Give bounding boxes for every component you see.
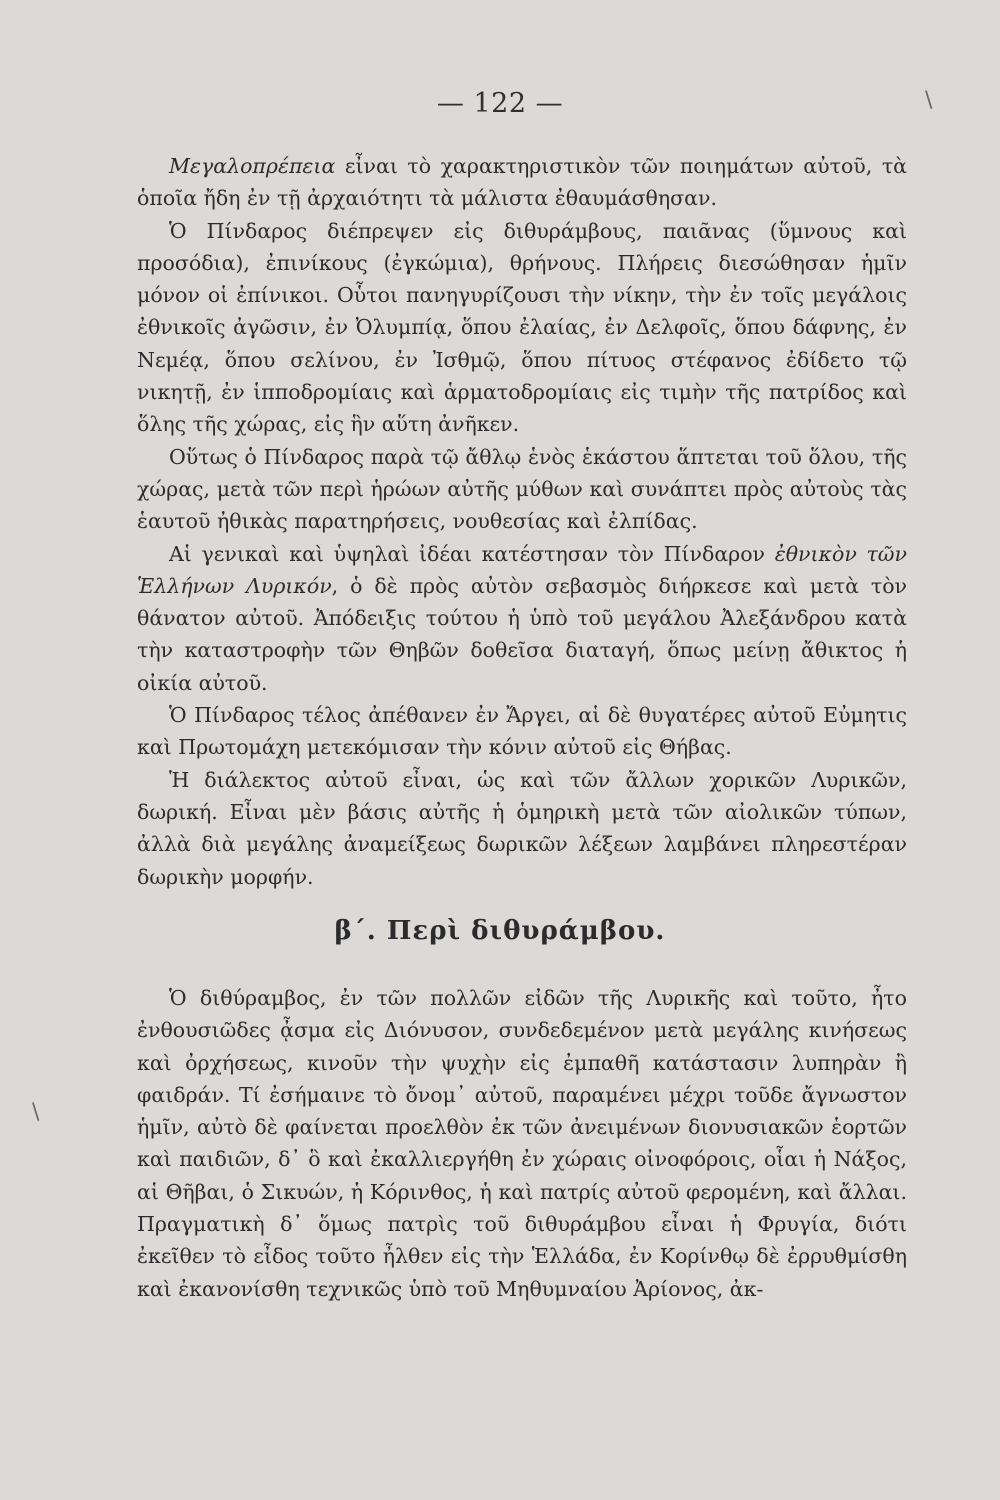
paragraph-3: Οὕτως ὁ Πίνδαρος παρὰ τῷ ἄθλῳ ἑνὸς ἑκάστου ἅπτεται τοῦ ὅλου, τῆς χώρας, μετὰ τῶν περὶ ἡρώων αὐτῆς μύθων καὶ συνάπτει πρὸς αὐτοὺς τὰς ἑαυτοῦ ἠθικὰς παρατηρήσεις, νουθεσίας καὶ ἐλπίδας. xyxy=(137,444,907,534)
paragraph-6: Ἡ διάλεκτος αὐτοῦ εἶναι, ὡς καὶ τῶν ἄλλων χορικῶν Λυρικῶν, δωρική. Εἶναι μὲν βάσις αὐτῆς ἡ ὁμηρικὴ μετὰ τῶν αἰολικῶν τύπων, ἀλλὰ διὰ μεγάλης ἀναμείξεως δωρικῶν λέξεων λαμβάνει πληρεστέραν δωρικὴν μορφήν. xyxy=(137,767,907,889)
paragraph-4-text-after: , ὁ δὲ πρὸς αὐτὸν σεβασμὸς διήρκεσε καὶ μετὰ τὸν θάνατον αὐτοῦ. Ἀπόδειξις τούτου ἡ ὑπὸ τοῦ μεγάλου Ἀλεξάνδρου κατὰ τὴν καταστροφὴν τῶν Θηβῶν δοθεῖσα διαταγή, ὅπως μείνῃ ἄθικτος ἡ οἰκία αὐτοῦ. xyxy=(137,573,907,695)
paragraph-2: Ὁ Πίνδαρος διέπρεψεν εἰς διθυράμβους, παιᾶνας (ὕμνους καὶ προσόδια), ἐπινίκους (ἐγκώμια), θρήνους. Πλήρεις διεσώθησαν ἡμῖν μόνον οἱ ἐπίνικοι. Οὗτοι πανηγυρίζουσι τὴν νίκην, τὴν ἐν τοῖς μεγάλοις ἐθνικοῖς ἀγῶσιν, ἐν Ὀλυμπίᾳ, ὅπου ἐλαίας, ἐν Δελφοῖς, ὅπου δάφνης, ἐν Νεμέᾳ, ὅπου σελίνου, ἐν Ἰσθμῷ, ὅπου πίτυος στέφανος ἐδίδετο τῷ νικητῇ, ἐν ἱπποδρομίαις καὶ ἁρματοδρομίαις εἰς τιμὴν τῆς πατρίδος καὶ ὅλης τῆς χώρας, εἰς ἣν αὕτη ἀνῆκεν. xyxy=(137,218,907,437)
body-text-bottom xyxy=(137,982,907,1305)
paragraph-1-italic-lead: Μεγαλοπρέπεια xyxy=(169,154,336,178)
paragraph-5: Ὁ Πίνδαρος τέλος ἀπέθανεν ἐν Ἄργει, αἱ δὲ θυγατέρες αὐτοῦ Εὐμητις καὶ Πρωτομάχη μετεκόμισαν τὴν κόνιν αὐτοῦ εἰς Θήβας. xyxy=(137,703,907,760)
paragraph-4-text-before: Αἱ γενικαὶ καὶ ὑψηλαὶ ἰδέαι κατέστησαν τὸν Πίνδαρον xyxy=(169,541,775,566)
margin-stroke-left: \ xyxy=(32,1100,40,1125)
section-heading: β΄. Περὶ διθυράμβου. xyxy=(334,916,666,946)
paragraph-1 xyxy=(137,150,907,215)
page-number: — 122 — xyxy=(436,88,564,119)
body-text-top xyxy=(137,150,907,893)
paragraph-7: Ὁ διθύραμβος, ἐν τῶν πολλῶν εἰδῶν τῆς Λυρικῆς καὶ τοῦτο, ἦτο ἐνθουσιῶδες ᾆσμα εἰς Διόνυσον, συνδεδεμένον μετὰ μεγάλης κινήσεως καὶ ὀρχήσεως, κινοῦν τὴν ψυχὴν εἰς ἐμπαθῆ κατάστασιν λυπηρὰν ἢ φαιδράν. Τί ἐσήμαινε τὸ ὄνομ᾽ αὐτοῦ, παραμένει μέχρι τοῦδε ἄγνωστον ἡμῖν, αὐτὸ δὲ φαίνεται προελθὸν ἐκ τῶν ἀνειμένων διονυσιακῶν ἑορτῶν καὶ παιδιῶν, δ᾽ ὃ καὶ ἐκαλλιεργήθη ἐν χώραις οἰνοφόροις, οἷαι ἡ Νάξος, αἱ Θῆβαι, ὁ Σικυών, ἡ Κόρινθος, ἡ καὶ πατρίς αὐτοῦ φερομένη, καὶ ἄλλαι. Πραγματικὴ δ᾽ ὅμως πατρὶς τοῦ διθυράμβου εἶναι ἡ Φρυγία, διότι ἐκεῖθεν τὸ εἶδος τοῦτο ἦλθεν εἰς τὴν Ἑλλάδα, ἐν Κορίνθῳ δὲ ἐρρυθμίσθη καὶ ἐκανονίσθη τεχνικῶς ὑπὸ τοῦ Μηθυμναίου Ἀρίονος, ἀκ- xyxy=(137,986,907,1301)
paragraph-4-italic: ἐθνικὸν τῶν Ἑλλήνων Λυρικόν xyxy=(137,541,907,598)
paragraph-4 xyxy=(137,538,907,699)
paragraph-1-text: εἶναι τὸ χαρακτηριστικὸν τῶν ποιημάτων αὐτοῦ, τὰ ὁποῖα ἤδη ἐν τῇ ἀρχαιότητι τὰ μάλιστα ἐθαυμάσθησαν. xyxy=(137,154,907,211)
margin-stroke-top: \ xyxy=(925,88,933,113)
